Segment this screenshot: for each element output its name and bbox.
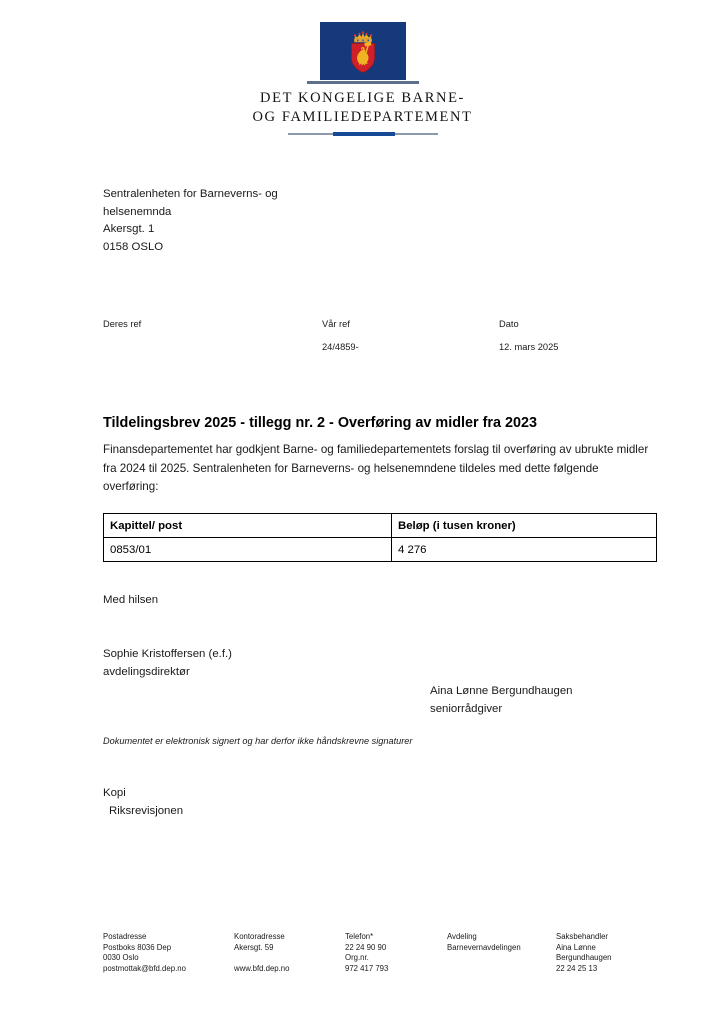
closing-greeting-text: Med hilsen — [103, 594, 159, 606]
footer-avdeling-heading: Avdeling — [447, 932, 477, 941]
footer-kontoradresse-heading: Kontoradresse — [234, 932, 285, 941]
deres-ref-column — [103, 318, 141, 341]
department-name-line1: DET KONGELIGE BARNE- — [260, 90, 465, 106]
footer-kontoradresse-line1: Akersgt. 59 — [234, 942, 274, 952]
footer-saksbehandler-phone: 22 24 25 13 — [556, 963, 598, 973]
dato-column — [499, 318, 558, 354]
document-title: Tildelingsbrev 2025 - tillegg nr. 2 - Overføring av midler fra 2023 — [103, 415, 538, 431]
norwegian-coat-of-arms-icon — [346, 28, 380, 74]
letterhead-rule-top — [307, 81, 419, 84]
var-ref-value: 24/4859- — [322, 342, 359, 352]
signer-left-title: avdelingsdirektør — [103, 665, 190, 678]
footer-avdeling-line1: Barnevernavdelingen — [447, 942, 521, 952]
footer-column-avdeling — [447, 932, 552, 953]
table-cell-kapittel-post: 0853/01 — [104, 538, 392, 562]
table-row — [104, 538, 657, 562]
letterhead-rule-bottom — [288, 132, 438, 136]
dato-label: Dato — [499, 319, 519, 329]
table-header-belop: Beløp (i tusen kroner) — [392, 514, 657, 538]
letterhead — [0, 22, 725, 136]
footer-postadresse-heading: Postadresse — [103, 932, 147, 941]
footer-telefon-number: 22 24 90 90 — [345, 942, 387, 952]
footer-column-telefon — [345, 932, 440, 974]
electronic-signature-note: Dokumentet er elektronisk signert og har derfor ikke håndskrevne signaturer — [103, 736, 413, 746]
footer-postadresse-email[interactable]: postmottak@bfd.dep.no — [103, 963, 186, 973]
footer-column-postadresse — [103, 932, 223, 974]
footer-saksbehandler-line1: Aina Lønne — [556, 942, 596, 952]
footer-telefon-heading: Telefon* — [345, 932, 374, 941]
var-ref-label: Vår ref — [322, 319, 350, 329]
copy-recipient: Riksrevisjonen — [109, 804, 184, 817]
closing-greeting — [103, 592, 158, 610]
dato-value: 12. mars 2025 — [499, 342, 559, 352]
deres-ref-label: Deres ref — [103, 319, 142, 329]
footer-postadresse-line1: Postboks 8036 Dep — [103, 942, 172, 952]
footer-column-kontoradresse — [234, 932, 339, 974]
var-ref-column — [322, 318, 359, 354]
addressee-line-1: Sentralenheten for Barneverns- og — [103, 188, 278, 200]
allocation-table — [103, 513, 657, 562]
copy-label: Kopi — [103, 787, 126, 799]
table-header-row — [104, 514, 657, 538]
footer-orgnr-heading: Org.nr. — [345, 953, 369, 963]
addressee-line-3: Akersgt. 1 — [103, 223, 155, 235]
table-header-kapittel-post: Kapittel/ post — [104, 514, 392, 538]
signer-left-name: Sophie Kristoffersen (e.f.) — [103, 648, 232, 660]
crest-panel — [320, 22, 406, 80]
addressee-line-2: helsenemnda — [103, 205, 172, 218]
footer-orgnr-number: 972 417 793 — [345, 963, 389, 973]
footer-kontoradresse-spacer — [234, 953, 339, 964]
document-body-paragraph: Finansdepartementet har godkjent Barne- og familiedepartementets forslag til overføring av ubrukte midler fra 2024 til 2025. Sentralenheten for Barneverns- og helsenemndene tildeles med dette følgende overføring: — [103, 443, 649, 493]
footer-saksbehandler-heading: Saksbehandler — [556, 932, 609, 941]
table-cell-belop: 4 276 — [392, 538, 657, 562]
footer-saksbehandler-line2: Bergundhaugen — [556, 953, 612, 963]
signature-left — [103, 646, 232, 681]
signer-right-title: seniorrådgiver — [430, 702, 503, 715]
signer-right-name: Aina Lønne Bergundhaugen — [430, 685, 573, 697]
footer-kontoradresse-website[interactable]: www.bfd.dep.no — [234, 963, 290, 973]
copy-block — [103, 785, 183, 820]
signature-right — [430, 683, 573, 718]
letterhead-rule-bottom-segment — [333, 132, 395, 136]
department-name-line2: OG FAMILIEDEPARTEMENT — [252, 109, 473, 126]
footer-postadresse-line2: 0030 Oslo — [103, 953, 139, 963]
department-name — [252, 89, 472, 128]
footer-column-saksbehandler — [556, 932, 666, 974]
addressee-line-4: 0158 OSLO — [103, 240, 164, 253]
addressee-block — [103, 186, 278, 256]
